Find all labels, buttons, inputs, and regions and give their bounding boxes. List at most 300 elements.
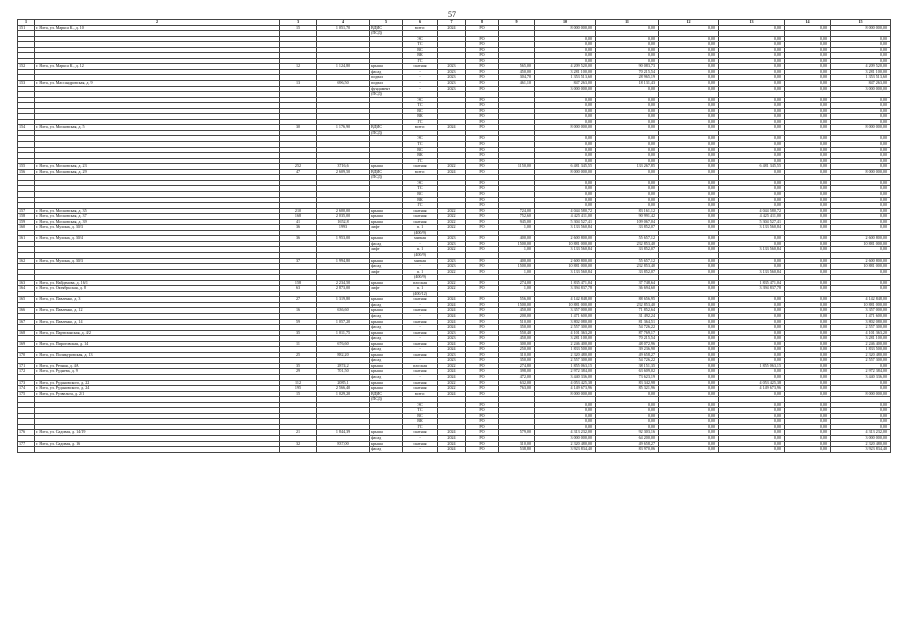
table-cell: 2024	[438, 319, 466, 325]
table-cell: 2024	[438, 347, 466, 353]
table-cell: фасад	[370, 375, 403, 381]
table-cell: 0,00	[719, 302, 785, 308]
table-cell: 0,00	[659, 197, 719, 203]
table-cell: 83 161,12	[596, 208, 659, 214]
table-cell: 0,00	[719, 313, 785, 319]
table-cell: 1 855 063,15	[719, 363, 785, 369]
table-cell: 945,00	[499, 219, 535, 225]
table-cell: г. Ялта, ул. Московская, д. 37	[35, 214, 280, 220]
table-cell: 0,00	[785, 286, 831, 292]
table-cell: 0,00	[785, 236, 831, 242]
table-cell: 837,00	[317, 441, 370, 447]
table-cell: скатная	[403, 380, 438, 386]
table-cell: 2 600 800,00	[535, 258, 596, 264]
table-cell: 0,00	[831, 142, 891, 148]
table-cell: 0,00	[719, 258, 785, 264]
table-cell: 0,00	[719, 42, 785, 48]
table-cell: 310,00	[499, 441, 535, 447]
table-cell: плоская	[403, 280, 438, 286]
table-cell: 0,00	[719, 53, 785, 59]
table-cell: 0,00	[831, 363, 891, 369]
table-cell: 3 923 834,40	[831, 447, 891, 453]
table-cell: скатная	[403, 330, 438, 336]
table-cell: 4 142 848,00	[535, 297, 596, 303]
table-cell: 0,00	[719, 97, 785, 103]
table-cell: 0,00	[719, 169, 785, 175]
table-cell: РО	[466, 25, 499, 31]
table-cell: скатная	[403, 352, 438, 358]
table-cell: РО	[466, 330, 499, 336]
table-cell: 2023	[438, 86, 466, 92]
table-cell: РО	[466, 341, 499, 347]
column-header: 10	[535, 20, 596, 26]
table-cell: РО	[466, 325, 499, 331]
table-cell: 461,10	[499, 81, 535, 87]
table-cell: 0,00	[785, 247, 831, 253]
table-cell: 1 176,90	[317, 125, 370, 131]
table-cell: 0,00	[596, 114, 659, 120]
table-cell: РО	[466, 269, 499, 275]
table-cell: 5 304 527,41	[535, 219, 596, 225]
table-cell: 0,00	[785, 386, 831, 392]
table-cell: РО	[466, 241, 499, 247]
table-cell: 155	[18, 164, 35, 170]
table-cell: 1 835 471,04	[535, 280, 596, 286]
table-cell: 152	[18, 64, 35, 70]
table-cell: лифт	[370, 286, 403, 292]
table-cell: 0,00	[535, 47, 596, 53]
table-cell: 2023	[438, 64, 466, 70]
table-cell: 0,00	[659, 114, 719, 120]
table-cell: 0,00	[831, 386, 891, 392]
table-cell: 0,00	[659, 319, 719, 325]
table-cell: г. Ялта, ул. Рудановского, д. 22	[35, 380, 280, 386]
table-cell: 41	[280, 219, 317, 225]
table-cell: 274,80	[499, 363, 535, 369]
table-cell	[35, 447, 280, 453]
table-cell: 0,00	[659, 313, 719, 319]
table-cell: 168	[280, 214, 317, 220]
table-cell: 0,00	[596, 169, 659, 175]
table-cell: 0,00	[596, 419, 659, 425]
column-header: 9	[499, 20, 535, 26]
table-cell: 2022	[438, 219, 466, 225]
table-cell: 166	[18, 308, 35, 314]
table-cell: 2085,1	[317, 380, 370, 386]
table-cell: п. 1	[403, 225, 438, 231]
table-cell: 71 852,64	[596, 308, 659, 314]
table-cell: крыша	[370, 319, 403, 325]
table-cell: 0,00	[659, 347, 719, 353]
table-cell: 2022	[438, 225, 466, 231]
table-cell: 0,00	[785, 153, 831, 159]
table-cell: 0,00	[659, 430, 719, 436]
table-cell: РО	[466, 219, 499, 225]
table-cell: 3 133 560,84	[719, 269, 785, 275]
table-cell: 0,00	[785, 136, 831, 142]
table-cell: 0,00	[659, 36, 719, 42]
table-cell: 763,00	[499, 386, 535, 392]
table-cell: 0,00	[659, 64, 719, 70]
table-cell: РО	[466, 236, 499, 242]
table-cell: 0,00	[659, 380, 719, 386]
table-cell: 12	[280, 64, 317, 70]
table-cell: 4 101 363,20	[535, 330, 596, 336]
table-cell: 0,00	[719, 424, 785, 430]
table-cell: 0,00	[785, 142, 831, 148]
table-cell: 0,00	[831, 191, 891, 197]
table-cell: 3 802 080,00	[535, 319, 596, 325]
table-cell: 33 852,07	[596, 269, 659, 275]
table-cell: 2023	[438, 358, 466, 364]
table-cell: г. Ялта, ул. Октябрьская, д. 8	[35, 286, 280, 292]
table-cell: 676,60	[317, 341, 370, 347]
column-header: 2	[35, 20, 280, 26]
table-cell: 0,00	[831, 97, 891, 103]
table-cell: 33 852,07	[596, 225, 659, 231]
table-cell: 0,00	[719, 330, 785, 336]
table-cell: 2 557 300,00	[535, 358, 596, 364]
table-cell: крыша	[370, 64, 403, 70]
table-cell: РО	[466, 391, 499, 397]
table-cell: 4 142 848,00	[831, 297, 891, 303]
table-cell: мягкая	[403, 236, 438, 242]
table-cell: г. Ялта, ул. Рудановского, д. 24	[35, 386, 280, 392]
table-cell: 0,00	[719, 108, 785, 114]
table-cell: 10 881 000,00	[535, 264, 596, 270]
table-cell: 847 263,00	[535, 81, 596, 87]
table-cell: 2 972 384,00	[535, 369, 596, 375]
table-cell: 10 881 000,00	[535, 241, 596, 247]
table-cell: 0,00	[659, 108, 719, 114]
table-cell: 38 151,35	[596, 363, 659, 369]
table-cell: 0,00	[719, 402, 785, 408]
table-cell: 0,00	[719, 147, 785, 153]
table-cell: 2024	[438, 369, 466, 375]
table-cell: 1993	[317, 225, 370, 231]
table-cell: 2024	[438, 436, 466, 442]
table-cell: 0,00	[831, 219, 891, 225]
table-cell: г. Ялта, ул. Речная, д. 4А	[35, 363, 280, 369]
column-header: 14	[785, 20, 831, 26]
table-cell: 0,00	[785, 280, 831, 286]
table-cell: 158	[18, 214, 35, 220]
table-cell: 0,00	[785, 42, 831, 48]
table-cell: -	[403, 264, 438, 270]
table-cell: 0,00	[785, 147, 831, 153]
table-cell: 0,00	[659, 325, 719, 331]
table-cell: 0,00	[659, 369, 719, 375]
table-cell: фундамент	[370, 86, 403, 92]
table-cell: 2022	[438, 214, 466, 220]
table-cell: 0,00	[659, 341, 719, 347]
table-cell: ГС	[403, 424, 438, 430]
table-cell: ВС	[403, 413, 438, 419]
table-cell: 59	[280, 319, 317, 325]
table-cell: г. Ялта, ул. Московская, д. 5	[35, 125, 280, 131]
table-cell: 15	[280, 25, 317, 31]
table-cell: 81 364,51	[596, 319, 659, 325]
table-cell: 0,00	[719, 81, 785, 87]
table-cell: (400/9)	[403, 252, 438, 258]
table-cell: 310,00	[499, 352, 535, 358]
table-cell: 0,00	[596, 58, 659, 64]
table-cell: 167	[18, 319, 35, 325]
table-cell: 0,00	[659, 75, 719, 81]
table-cell: 0,00	[831, 114, 891, 120]
table-cell: 0,00	[785, 264, 831, 270]
table-cell: г. Ялта, ул. Маркса К., д. 10	[35, 25, 280, 31]
table-cell: 8 000 000,00	[831, 25, 891, 31]
table-cell: 2 600 800,00	[831, 258, 891, 264]
table-cell: 0,00	[831, 108, 891, 114]
table-cell: 10 881 000,00	[831, 264, 891, 270]
table-cell: 3 394 837,78	[719, 286, 785, 292]
table-cell: 0,00	[659, 408, 719, 414]
table-cell: 2023	[438, 236, 466, 242]
table-cell: 37	[280, 258, 317, 264]
table-cell: г. Ялта, ул. Рузвельта, д. 2/1	[35, 391, 280, 397]
table-cell: -	[403, 347, 438, 353]
table-cell: 0,00	[719, 125, 785, 131]
table-cell: 0,00	[719, 36, 785, 42]
table-cell: г. Ялта, ул. Мухина, д. 30/4	[35, 236, 280, 242]
table-cell: всего:	[403, 125, 438, 131]
table-cell: 0,00	[785, 347, 831, 353]
table-cell: 3 000 000,00	[831, 436, 891, 442]
table-cell: 0,00	[659, 219, 719, 225]
table-cell: 0,00	[831, 42, 891, 48]
table-cell: 3 133 560,84	[719, 247, 785, 253]
table-cell: РО	[466, 441, 499, 447]
table-cell: 0,00	[596, 402, 659, 408]
table-cell: РО	[466, 225, 499, 231]
table-cell: 10 881 000,00	[831, 241, 891, 247]
table-cell: РО	[466, 336, 499, 342]
table-cell: 0,00	[535, 42, 596, 48]
table-cell: 158	[280, 280, 317, 286]
table-cell: 0,00	[719, 136, 785, 142]
table-cell: 0,00	[785, 225, 831, 231]
table-cell: 49 658,27	[596, 352, 659, 358]
table-cell: 1 124,80	[317, 64, 370, 70]
table-cell: 0,00	[659, 419, 719, 425]
table-cell: 0,00	[785, 308, 831, 314]
table-cell: 0,00	[659, 186, 719, 192]
table-cell: 0,00	[785, 47, 831, 53]
table-cell: крыша	[370, 363, 403, 369]
table-cell: 109 067,04	[596, 219, 659, 225]
table-cell: 3716,6	[317, 164, 370, 170]
table-cell: 556,00	[499, 297, 535, 303]
table-cell: 2 566,40	[317, 386, 370, 392]
table-cell: 0,00	[535, 158, 596, 164]
table-cell: 3 440 336,00	[535, 375, 596, 381]
table-cell: 0,00	[831, 136, 891, 142]
table-cell: РО	[466, 108, 499, 114]
table-cell: 0,00	[831, 158, 891, 164]
table-cell: г. Ялта, ул. Мухина, д. 30/3	[35, 258, 280, 264]
table-cell: г. Ялта, ул. Садовая, д. 16	[35, 441, 280, 447]
table-cell: 5 304 527,41	[719, 219, 785, 225]
table-cell: 0,00	[831, 408, 891, 414]
table-cell: г. Ялта, ул. Московская, д. 39	[35, 219, 280, 225]
table-cell: 2024	[438, 308, 466, 314]
table-cell: 2 320 480,00	[831, 441, 891, 447]
table-cell: РО	[466, 319, 499, 325]
table-cell: 0,00	[596, 42, 659, 48]
table-cell: 0,00	[785, 319, 831, 325]
table-cell: 0,00	[659, 180, 719, 186]
table-cell: ТС	[403, 42, 438, 48]
table-cell: 0,00	[719, 119, 785, 125]
table-cell: 83 342,98	[596, 380, 659, 386]
table-cell: 847 263,00	[831, 81, 891, 87]
table-cell: 35	[280, 363, 317, 369]
table-cell: 724,00	[499, 208, 535, 214]
table-cell: 153	[18, 81, 35, 87]
table-cell: крыша	[370, 386, 403, 392]
table-cell: РО	[466, 75, 499, 81]
table-cell: 54 726,22	[596, 325, 659, 331]
table-cell: 0,00	[719, 191, 785, 197]
column-header: 7	[438, 20, 466, 26]
table-cell: 0,00	[831, 197, 891, 203]
table-cell: РО	[466, 53, 499, 59]
table-cell: 0,00	[719, 391, 785, 397]
table-cell: 3 133 560,84	[535, 247, 596, 253]
table-cell: 0,00	[659, 225, 719, 231]
table-cell: -	[403, 358, 438, 364]
table-cell: 0,00	[596, 408, 659, 414]
table-cell: г. Ялта, ул. Партизанская, д. 4/2	[35, 330, 280, 336]
table-cell: 0,00	[831, 119, 891, 125]
table-cell: 8 000 000,00	[831, 391, 891, 397]
table-cell: 39 236,90	[596, 347, 659, 353]
table-cell: 4 044 580,72	[535, 208, 596, 214]
table-cell: фасад	[370, 313, 403, 319]
table-cell: РО	[466, 358, 499, 364]
table-cell: РО	[466, 286, 499, 292]
table-cell: 0,00	[719, 325, 785, 331]
table-cell: скатная	[403, 386, 438, 392]
table-cell: РО	[466, 264, 499, 270]
table-cell: 0,00	[719, 430, 785, 436]
table-cell: 0,00	[659, 308, 719, 314]
table-cell: 2023	[438, 330, 466, 336]
table-cell: 0,00	[831, 424, 891, 430]
table-cell: 0,00	[719, 47, 785, 53]
table-cell: 0,00	[719, 236, 785, 242]
table-cell: 0,00	[659, 208, 719, 214]
table-cell: РО	[466, 136, 499, 142]
table-cell: 0,00	[719, 203, 785, 209]
table-cell: крыша	[370, 441, 403, 447]
table-cell: 0,00	[659, 269, 719, 275]
table-cell: 33 852,07	[596, 247, 659, 253]
table-cell: г. Ялта, ул. Московская, д. 29	[35, 169, 280, 175]
table-cell: 0,00	[659, 363, 719, 369]
table-cell: РО	[466, 58, 499, 64]
table-cell: 0,00	[719, 58, 785, 64]
table-cell: 165	[18, 297, 35, 303]
table-cell: РО	[466, 363, 499, 369]
table-cell: 0,00	[659, 169, 719, 175]
table-cell: 0,00	[785, 297, 831, 303]
table-cell: 0,00	[785, 352, 831, 358]
table-cell: 0,00	[831, 419, 891, 425]
table-cell: -	[403, 69, 438, 75]
table-cell: 0,00	[785, 75, 831, 81]
table-cell: 28 965,19	[596, 75, 659, 81]
table-cell: 3 357 000,00	[831, 308, 891, 314]
table-cell: 250,00	[499, 347, 535, 353]
table-cell: 1500,00	[499, 302, 535, 308]
table-cell: скатная	[403, 164, 438, 170]
table-cell: 36	[280, 225, 317, 231]
table-cell: ВДИС	[370, 169, 403, 175]
table-cell: (ПСД)	[370, 130, 403, 136]
table-cell: 0,00	[659, 214, 719, 220]
table-cell: 31 492,24	[596, 313, 659, 319]
table-cell: 0,00	[831, 47, 891, 53]
table-cell: 2 557 300,00	[831, 325, 891, 331]
table-cell: 450,00	[499, 308, 535, 314]
table-cell: 0,00	[535, 413, 596, 419]
table-cell: 2 557 300,00	[535, 325, 596, 331]
table-cell: 0,00	[785, 241, 831, 247]
table-cell: 0,00	[719, 408, 785, 414]
table-cell: 2022	[438, 280, 466, 286]
table-cell: 73 623,19	[596, 375, 659, 381]
table-cell: скатная	[403, 369, 438, 375]
table-cell: 2 035,00	[317, 214, 370, 220]
table-cell: мягкая	[403, 258, 438, 264]
column-header: 3	[280, 20, 317, 26]
table-cell: 0,00	[659, 47, 719, 53]
table-cell: 0,00	[596, 142, 659, 148]
table-cell: 48 072,96	[596, 341, 659, 347]
table-cell: РО	[466, 302, 499, 308]
table-cell: 90 083,73	[596, 64, 659, 70]
table-cell: 0,00	[659, 241, 719, 247]
table-cell: -	[403, 86, 438, 92]
table-cell: 0,00	[785, 313, 831, 319]
table-cell: 8 000 000,00	[535, 391, 596, 397]
table-cell: 0,00	[659, 147, 719, 153]
table-cell: ВС	[403, 47, 438, 53]
table-cell: 232 853,40	[596, 241, 659, 247]
column-header: 6	[403, 20, 438, 26]
table-cell: 55 657,12	[596, 236, 659, 242]
table-cell: 1 353 513,60	[831, 75, 891, 81]
table-cell: 2022	[438, 380, 466, 386]
table-cell: лифт	[370, 247, 403, 253]
column-header: 4	[317, 20, 370, 26]
table-cell: ВК	[403, 114, 438, 120]
table-cell: 0,00	[831, 58, 891, 64]
table-cell: РО	[466, 142, 499, 148]
table-cell: РО	[466, 169, 499, 175]
table-cell: 0,00	[831, 36, 891, 42]
table-cell: 0,00	[596, 191, 659, 197]
table-cell: 0,00	[659, 58, 719, 64]
table-cell: РО	[466, 42, 499, 48]
table-cell: фасад	[370, 325, 403, 331]
table-cell: 4 209 520,00	[535, 64, 596, 70]
table-cell: 0,00	[659, 103, 719, 109]
table-cell: 0,00	[785, 441, 831, 447]
